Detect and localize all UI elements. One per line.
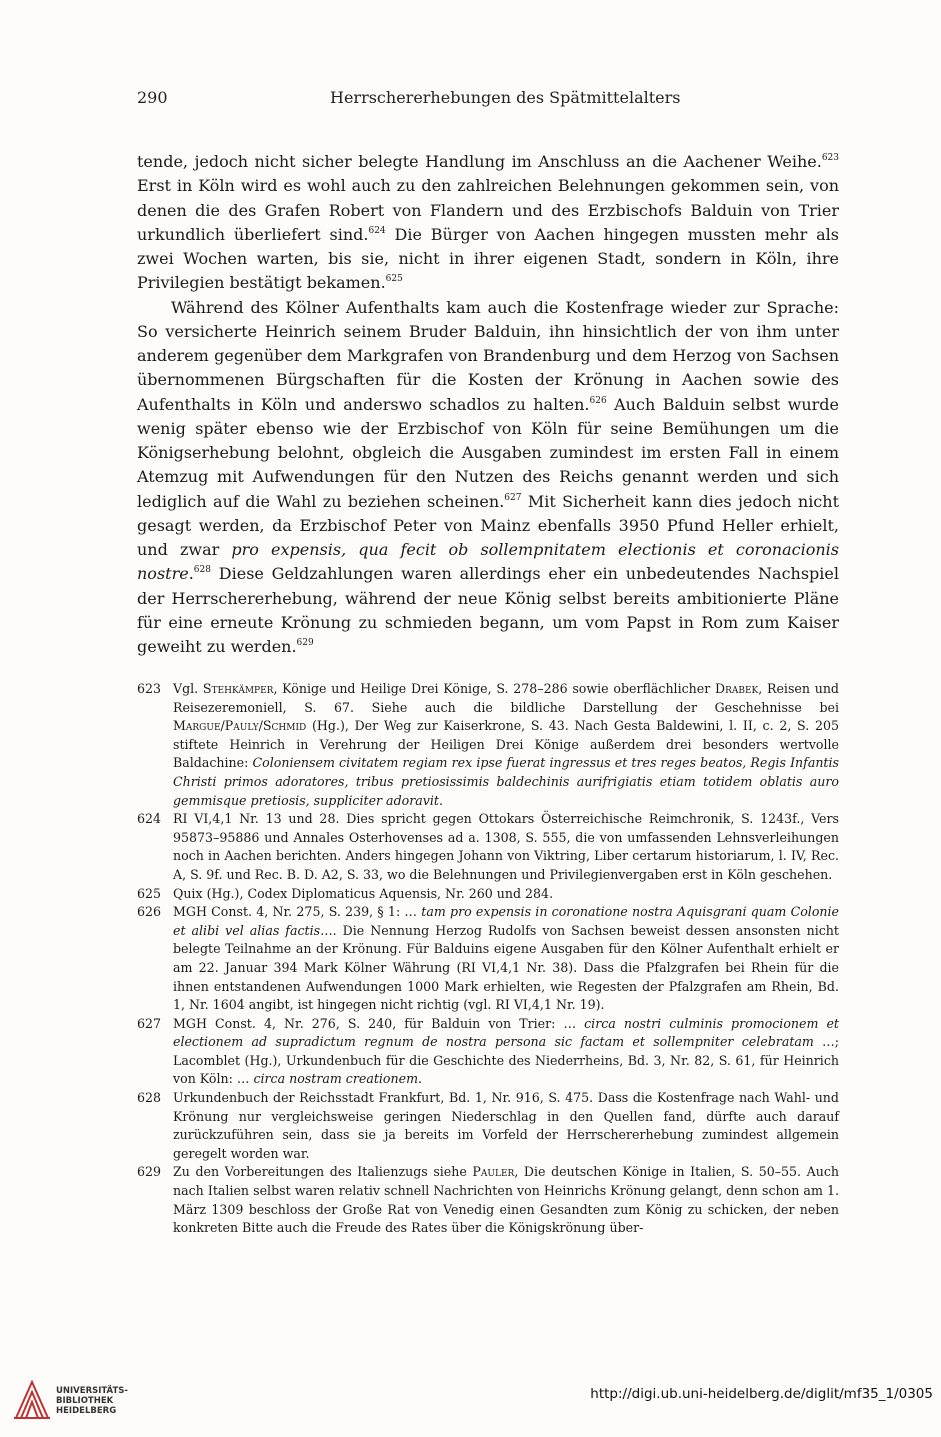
footnote-ref[interactable]: 625 (385, 274, 403, 285)
text-run: Mit Sicherheit kann dies jedoch nicht gesagt werden, da Erzbischof Peter von Mainz ebenfalls 3950 Pfund Heller erhielt, und zwar (137, 491, 840, 559)
footnote-text: Quix (Hg.), Codex Diplomaticus Aquensis, Nr. 260 und 284. (173, 885, 554, 901)
footnote-ref[interactable]: 623 (821, 153, 839, 163)
text-run: Erst in Köln wird es wohl auch zu den zahlreichen Belehnungen gekommen sein, von denen die des Grafen Robert von Flandern und des Erzbischofs Balduin von Trier urkundlich überliefert sind. (137, 176, 839, 244)
footnote-number: 623 (137, 681, 162, 696)
library-logo-icon (12, 1378, 52, 1420)
footnotes (137, 680, 839, 1238)
footnote-number: 629 (137, 1164, 162, 1180)
footnote-number: 626 (137, 904, 162, 920)
running-title: Herrschererhebungen des Spätmittelalters (330, 88, 681, 107)
footnote-627 (137, 1015, 839, 1089)
author-name: Pauler (472, 1164, 515, 1180)
footnote-ref[interactable]: 628 (193, 565, 211, 576)
latin-quote: circa nostri culminis promocionem et electionem ad supradictum regnum de nostra persona sic factam et sollempniter celebratam (173, 1015, 839, 1050)
text-run: Während des Kölner Aufenthalts kam auch die Kostenfrage wieder zur Sprache: So versicherte Heinrich seinem Bruder Balduin, ihn hinsichtlich der von ihm unter anderem gegenüber dem Markgrafen von Brandenburg und dem Herzog von Sachsen übernommenen Bürgschaften für die Kosten der Krönung in Aachen sowie des Aufenthalts in Köln und anderswo schadlos zu halten. (137, 297, 839, 414)
footnote-ref[interactable]: 626 (589, 395, 607, 406)
footnote-number: 628 (137, 1090, 162, 1106)
footnote-number: 624 (137, 811, 162, 827)
latin-quote: pro expensis, qua fecit ob sollempnitatem electionis et coronacionis nostre (137, 540, 839, 584)
footnote-628 (137, 1089, 839, 1163)
footnote-626 (137, 903, 839, 1015)
text-run: Die Bürger von Aachen hingegen mussten mehr als zwei Wochen warten, bis sie, nicht in ihrer eigenen Stadt, sondern in Köln, ihre Privilegien bestätigt bekamen. (137, 224, 840, 293)
paragraph-2 (137, 296, 839, 660)
footnote-625 (137, 885, 839, 904)
footnote-624 (137, 810, 839, 884)
author-name: Stehkämper (202, 681, 274, 696)
footnote-number: 625 (137, 885, 162, 901)
text-run: tende, jedoch nicht sicher belegte Handlung im Anschluss an die Aachener Weihe. (137, 152, 822, 171)
paragraph-1 (137, 150, 839, 296)
footnote-ref[interactable]: 629 (296, 638, 314, 648)
latin-quote: Coloniensem civitatem regiam rex ipse fuerat ingressus et tres reges beatos, Regis Infantis Christi primos adoratores, tribus pretiosissimis baldechinis aurifrigiatis etiam totidem oblatis auro gemmisque pretiosis, suppliciter adoravit. (173, 755, 839, 808)
page-footer (0, 1378, 941, 1426)
footnote-number: 627 (137, 1015, 162, 1031)
text-run: Auch Balduin selbst wurde wenig später ebenso wie der Erzbischof von Köln für seine Bemühungen um die Königserhebung belohnt, obgleich die Ausgaben zumindest im ersten Fall in einem Atemzug mit Aufwendungen für den Nutzen des Reichs genannt werden und sich lediglich auf die Wahl zu beziehen scheinen. (137, 394, 840, 511)
footnote-623 (137, 680, 839, 810)
footnote-text: Urkundenbuch der Reichsstadt Frankfurt, Bd. 1, Nr. 916, S. 475. Dass die Kostenfrage nach Wahl- und Krönung nur vergleichsweise geringen Niederschlag in den Quellen fand, dürfte auch darauf zurückzuführen sein, dass sie ja bereits im Vorfeld der Herrschererhebung zumindest allgemein geregelt worden war. (173, 1090, 839, 1161)
footnote-text: MGH Const. 4, Nr. 276, S. 240, für Balduin von Trier: … circa nostri culminis promocionem et electionem ad supradictum regnum de nostra persona sic factam et sollempniter celebratam …; Lacomblet (Hg.), Urkundenbuch für die Geschichte des Niederrheins, Bd. 3, Nr. 82, S. 61, für Heinrich von Köln: … circa nostram creationem. (173, 1015, 839, 1087)
source-url-link[interactable]: http://digi.ub.uni-heidelberg.de/diglit/mf35_1/0305 (590, 1386, 933, 1402)
footnote-text: Vgl. Stehkämper, Könige und Heilige Drei Könige, S. 278–286 sowie oberflächlicher Drabek, Reisen und Reisezeremoniell, S. 67. Siehe auch die bildliche Darstellung der Geschehnisse bei Margue/Pauly/Schmid (Hg.), Der Weg zur Kaiserkrone, S. 43. Nach Gesta Baldewini, l. II, c. 2, S. 205 stiftete Heinrich in Verehrung der Heiligen Drei Könige außerdem drei besonders wertvolle Baldachine: Coloniensem civitatem regiam rex ipse fuerat ingressus et tres reges beatos, Regis Infantis Christi primos adoratores, tribus pretiosissimis baldechinis aurifrigiatis etiam totidem oblatis auro gemmisque pretiosis, suppliciter adoravit. (173, 681, 839, 808)
page-number: 290 (137, 88, 168, 107)
library-name: UNIVERSITÄTS- BIBLIOTHEK HEIDELBERG (56, 1386, 128, 1416)
text-run: . (188, 564, 194, 584)
text-run: Diese Geldzahlungen waren allerdings eher ein unbedeutendes Nachspiel der Herrschererhebung, während der neue König selbst bereits ambitionierte Pläne für eine erneute Krönung zu schmieden begann, um vom Papst in Rom zum Kaiser geweiht zu werden. (137, 564, 839, 656)
footnote-text: RI VI,4,1 Nr. 13 und 28. Dies spricht gegen Ottokars Österreichische Reimchronik, S. 1243f., Vers 95873–95886 und Annales Osterhovenses ad a. 1308, S. 555, die von umfassenden Lehnsverleihungen noch in Aachen berichten. Anders hingegen Johann von Viktring, Liber certarum historiarum, l. IV, Rec. A, S. 9f. und Rec. B. D. A2, S. 33, wo die Belehnungen und Privilegienvergaben erst in Köln geschehen. (173, 811, 839, 882)
running-header (137, 88, 839, 112)
author-name: Margue/Pauly/Schmid (173, 718, 307, 734)
footnote-629 (137, 1163, 839, 1237)
footnote-ref[interactable]: 624 (368, 225, 386, 236)
footnote-text: Zu den Vorbereitungen des Italienzugs siehe Pauler, Die deutschen Könige in Italien, S. 50–55. Auch nach Italien selbst waren relativ schnell Nachrichten von Heinrichs Krönung gelangt, denn schon am 1. März 1309 beschloss der Große Rat von Venedig einen Gesandten zum König zu schicken, der neben konkreten Bitte auch die Freude des Rates über die Königskrönung über- (173, 1164, 840, 1236)
author-name: Drabek (714, 681, 759, 696)
main-text (137, 150, 839, 659)
footnote-text: MGH Const. 4, Nr. 275, S. 239, § 1: … tam pro expensis in coronatione nostra Aquisgrani quam Colonie et alibi vel alias factis…. Die Nennung Herzog Rudolfs von Sachsen beweist dessen ansonsten nicht belegte Teilnahme an der Krönung. Für Balduins eigene Ausgaben für den Kölner Aufenthalt erhielt er am 22. Januar 394 Mark Kölner Währung (RI VI,4,1 Nr. 38). Dass die Pfalzgrafen bei Rhein für die ihnen entstandenen Aufwendungen 1000 Mark erhielten, wie Regesten der Pfalzgrafen am Rhein, Bd. 1, Nr. 1604 angibt, ist hingegen nicht richtig (vgl. RI VI,4,1 Nr. 19). (173, 904, 839, 1013)
latin-quote: circa nostram creationem (253, 1071, 419, 1087)
latin-quote: tam pro expensis in coronatione nostra Aquisgrani quam Colonie et alibi vel alias factis (173, 904, 839, 938)
footnote-ref[interactable]: 627 (504, 492, 522, 503)
